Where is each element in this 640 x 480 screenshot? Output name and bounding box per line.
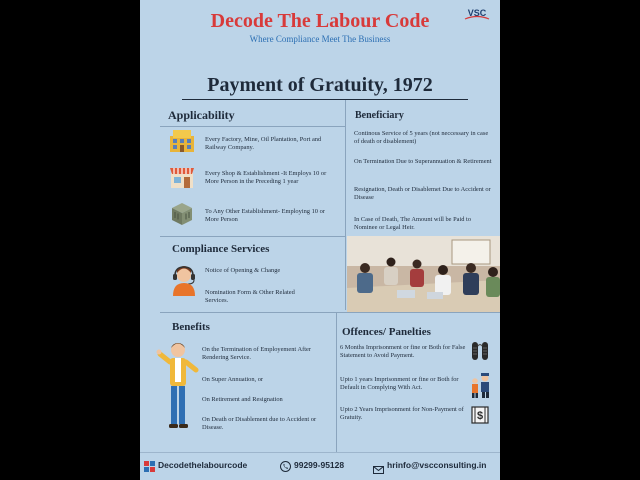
benefits-heading: Benefits (172, 321, 210, 333)
applicability-heading: Applicability (168, 108, 235, 122)
phone-icon (280, 459, 291, 477)
compliance-item-2: Nomination Form & Other Related Services. (205, 289, 295, 305)
divider-compliance-top (160, 236, 345, 237)
benefits-item-4: On Death or Disablement due to Accident or Disease. (202, 416, 317, 432)
logo (462, 6, 492, 22)
footer-phone[interactable]: 99299-95128 (294, 460, 345, 470)
vsc-logo-icon (462, 6, 492, 22)
offences-item-2: Upto 1 years Imprisonment or fine or Both for Default in Complying With Act. (340, 376, 459, 392)
beneficiary-heading: Beneficiary (355, 110, 404, 121)
poster (140, 0, 500, 480)
page-title: Payment of Gratuity, 1972 (207, 74, 433, 96)
website-icon (144, 459, 155, 477)
divider-offences-top (336, 312, 500, 313)
presenter-icon (156, 340, 200, 437)
benefits-item-2: On Super Annuation, or (202, 376, 264, 383)
shop-icon (168, 164, 196, 195)
beneficiary-item-2: On Termination Due to Superannuation & Retirement (354, 158, 492, 165)
svg-text:$: $ (476, 410, 484, 422)
meeting-photo (347, 236, 500, 312)
offences-item-1: 6 Months Imprisonment or fine or Both for False Statement to Avoid Payment. (340, 344, 466, 360)
building-icon (168, 198, 196, 231)
divider-benefits-top (160, 312, 345, 313)
applicability-item-2: Every Shop & Establishment -It Employs 10 or More Person in the Preceding 1 year (205, 170, 327, 186)
applicability-item-1: Every Factory, Mine, Oil Plantation, Port and Railway Company. (205, 136, 322, 152)
offences-heading: Offences/ Panelties (342, 326, 431, 338)
footer-website[interactable]: Decodethelabourcode (158, 460, 248, 470)
benefits-item-1: On the Termination of Employement After Rendering Service. (202, 346, 311, 362)
beneficiary-item-1: Continous Service of 5 years (not neccessary in case of death or disablement) (354, 130, 489, 146)
footer-email[interactable]: hrinfo@vscconsulting.in (387, 460, 487, 470)
divider-applicability-top (160, 126, 345, 127)
center-divider (345, 100, 346, 310)
svg-text:VSC: VSC (467, 8, 487, 18)
factory-icon (168, 128, 196, 159)
beneficiary-item-4: In Case of Death, The Amount will be Paid to Nominee or Legal Heir. (354, 216, 472, 232)
applicability-item-3: To Any Other Establishment- Employing 10 or More Person (205, 208, 325, 224)
compliance-heading: Compliance Services (172, 243, 270, 255)
header-title: Decode The Labour Code (210, 10, 430, 32)
beneficiary-item-3: Resignation, Death or Disablemet Due to Accident or Disease (354, 186, 491, 202)
lower-divider (336, 312, 337, 452)
money-jail-icon (471, 406, 489, 429)
footer-divider (140, 452, 500, 453)
support-agent-icon (170, 264, 198, 301)
handcuffs-icon (470, 340, 490, 367)
header-tagline: Where Compliance Meet The Business (249, 34, 391, 44)
offences-item-3: Upto 2 Years Imprisonment for Non-Payment of Gratuity. (340, 406, 464, 422)
benefits-item-3: On Retirement and Resignation (202, 396, 283, 403)
police-officer-icon (470, 372, 492, 403)
email-icon (373, 461, 384, 479)
compliance-item-1: Notice of Opening & Change (205, 267, 281, 274)
title-underline (182, 99, 468, 100)
